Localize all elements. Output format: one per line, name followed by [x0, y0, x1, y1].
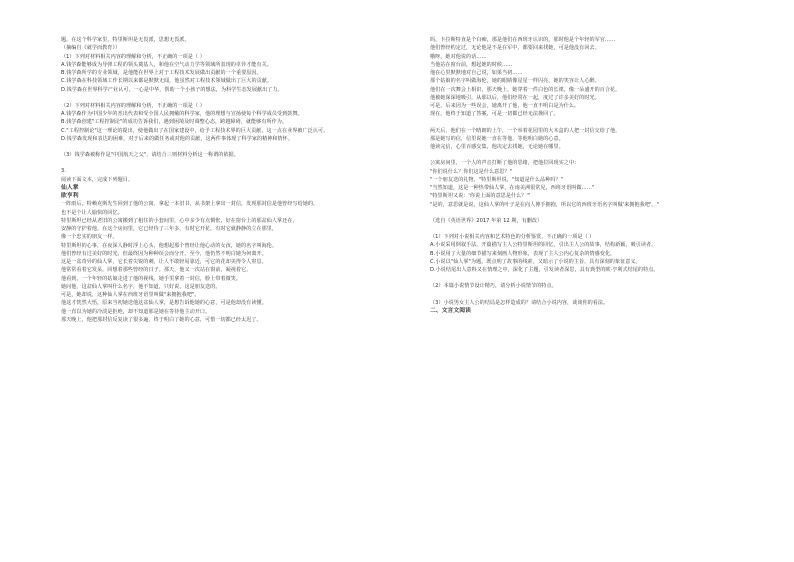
right-text-line: "一个朋友送的礼物，"特里斯坦说，"知道是什么品种吗？": [430, 176, 564, 183]
right-text-line: 他被她深深地吸引，从那以后，他们经常在一起，度过了许多美好的时光。: [430, 94, 600, 101]
left-text-line: （3）钱学森被称作是"中国航天之父"，请结合三则材料分析这一称谓的依据。: [61, 152, 239, 158]
right-text-line: A.小说采用倒叙手法，开篇描写主人公特里斯坦的回忆，引出主人公的故事，结构新颖，吸引读者。: [430, 242, 657, 249]
left-text-line: C.钱学森在科技领域工作长期以来都是默默无闻，他虽然对工程技术领域做出了巨大的贡献。: [61, 78, 273, 85]
left-text-line: B.钱学森所学的专业领域，是他能在世界上对于工程技术发展做出贡献的一个重要原因。: [61, 70, 262, 76]
left-text-line: B.钱学森创建"工程控制论"的成功告诉我们，遇到困境及时调整心态，跨越障碍，就能够有所作为。: [61, 119, 288, 126]
left-text-line: 像一个忠实的朋友一样。: [61, 234, 118, 241]
left-text-spacer: [61, 159, 383, 167]
right-text-line: 二、文言文阅读: [430, 307, 471, 314]
left-text-line: 特里斯坦的心事，在夜深人静时浮上心头，他想起那个曾经让他心动的女孩，她的名字叫海伦。: [61, 242, 278, 249]
right-text-line: B.小说用了大量的细节描写来刻画人物形象，表现了主人公内心复杂的情感变化。: [430, 250, 616, 257]
right-text-line: 他们曾经约定过，无论他是不是在军中，都要回来找她，可是他没有回去。: [430, 45, 600, 52]
right-text-line: （1）下列对小说相关内容和艺术特色的分析鉴赏，不正确的一项是（ ）: [430, 234, 595, 240]
left-text-line: 这是一盆奇异的仙人掌，它长着尖锐的刺，让人不敢轻易靠近，可它的花却美得令人窒息。: [61, 259, 267, 265]
right-text-spacer: [430, 291, 750, 299]
right-text-line: 哦呀，她对他说的话……: [430, 53, 487, 60]
right-text-spacer: [430, 209, 750, 217]
right-text-line: "特里斯坦又说：'你说上面的意思是什么？'": [430, 193, 531, 200]
right-column: [430, 36, 750, 315]
left-text-line: （2）下列对材料相关内容的理解和分析，不正确的一项是（ ）: [61, 102, 205, 109]
right-text-spacer: [430, 274, 750, 282]
right-text-line: "你们说什么？你们这是什么意思？": [430, 168, 512, 175]
right-text-line: C.小说以"仙人掌"为题，既点明了故事的线索，又暗示了小说的主旨，具有深刻的象征意义。: [430, 258, 641, 265]
right-text-spacer: [430, 151, 750, 159]
right-text-line: "是的，意思就是说，这仙人掌的叶子是在向人伸手拥抱，所以它的西班牙语名字叫做'来拥抱我吧'。": [430, 201, 659, 208]
left-text-line: 他看到，一个年轻的姑娘走进了他的视线，她手里拿着一封信，脸上带着微笑。: [61, 275, 242, 282]
right-text-line: 可是，后来因为一些误会，她离开了他，他一直不明白是为什么。: [430, 103, 580, 109]
left-text-line: 安静的守护着他。在这个房间里，它已经待了三年多，有时它开花，有时它就静静的立在那里，: [61, 226, 278, 232]
right-text-line: 他读完信，心里百感交集，他决定去找她，无论她在哪里。: [430, 144, 564, 150]
left-text-line: 他们曾经有过美好的时光，但最终因为种种误会而分开。至今，他仍然不明白她为何离开。: [61, 250, 267, 257]
left-text-line: A.钱学森能够成为导弹工程的领头奠基人，和他在空气动力学等领域所表现的卓异才能有关。: [61, 61, 272, 68]
right-text-line: （3）小说男女主人公的结局是怎样造成的？请结合小说内容，谈谈你的看法。: [430, 299, 609, 306]
left-text-line: 阅读下面文本，完成下列题目。: [61, 176, 134, 183]
left-text-line: D.钱学森发现和表达的困难，对于后来的做任务或对他的贡献，这两件事体现了科学家的精神和情怀。: [61, 135, 293, 142]
left-text-line: 欧亨利: [61, 193, 79, 199]
left-text-spacer: [61, 143, 383, 151]
left-text-line: 3.: [61, 168, 66, 175]
right-text-line: 公寓房间里，一个人的声音打断了他的思绪，把他拉回现实之中：: [430, 160, 580, 167]
left-column: [61, 36, 383, 324]
left-text-line: 题。在这个科学家里，特里斯坦是无畏派，思想无畏派。: [61, 37, 190, 43]
right-text-spacer: [430, 225, 750, 233]
right-text-line: （2）本篇小说情节设计精巧，请分析小说情节的特点。: [430, 283, 557, 290]
left-text-line: C."工程控制论"这一理论的提出，使他做出了在国家建设中，给予工程技术界的巨大贡献，这一点在业界被广泛认可。: [61, 127, 329, 134]
left-text-line: 特里斯坦已经从老旧的公寓搬到了租住的小套间里，心中多少有点惆怅，好在窗台上的那盆仙人掌还在，: [61, 217, 298, 224]
right-text-line: D.小说结尾出人意料又在情理之中，深化了主题，引发读者深思，具有典型的欧·亨利式结尾的特点。: [430, 267, 659, 273]
right-text-line: 吗，卡拉斯特直是个白痴，那是他们在西班牙认识的，那时他是个年轻的军官……: [430, 37, 616, 43]
left-text-line: （1）下列对材料相关内容的理解和分析，不正确的一项是（ ）: [61, 53, 205, 60]
right-text-line: 他在心里默默地对自己说，如果当初……: [430, 70, 523, 76]
right-text-line: 当他站在窗台前，想起她的时候……: [430, 61, 513, 68]
left-text-line: 他这才恍然大悟，原来当初她送他这盆仙人掌，是想告诉他她的心意，可是他却没有读懂。: [61, 300, 267, 307]
left-text-line: 仙人掌: [61, 184, 79, 191]
left-text-line: 她问他，这盆仙人掌叫什么名字，他不知道，只好说，这是朋友送的。: [61, 283, 221, 290]
right-text-line: （选自《英语世界》2017 年第 12 期，有删改）: [430, 217, 543, 224]
left-text-line: 他一直以为她的冷淡是拒绝，却不知道那是她在等待他主动开口。: [61, 308, 211, 315]
left-text-line: A.钱学森作为中国少年的杰出代表和受全国人民拥戴的科学家，他的理想与宣扬使每个科学成员受到鼓舞。: [61, 111, 303, 117]
right-text-line: 那个姑娘的名字叫做海伦，她的眼睛像星星一样闪亮，她的笑容让人心醉。: [430, 78, 600, 85]
right-text-line: 现在，他终于知道了答案，可是一切都已经无法挽回了。: [430, 111, 559, 118]
left-text-line: 那天晚上，他把那封信反复读了很多遍，终于明白了她的心意，可惜一切都已经太迟了。: [61, 316, 262, 323]
left-text-line: （摘编自《就学而教育》）: [61, 45, 121, 52]
left-text-spacer: [61, 94, 383, 102]
left-text-line: 一阵雨后，特赖克斯先生回到了他的公寓，拿起一本旧书，从书架上拿出一封信，发现那封信是他曾经写给她的。: [61, 201, 319, 208]
right-text-line: 那是她写的信，信里说她一直在等他，等他明白她的心意。: [430, 135, 564, 142]
left-text-line: 也不是个让人愉快的回忆。: [61, 209, 123, 216]
right-text-spacer: [430, 119, 750, 127]
right-text-line: 两天后，他们在一个晴朗的上午，一个举着花园里的大木盒的人把一封信交给了他。: [430, 127, 621, 134]
right-text-line: "当然知道，这是一种热带仙人掌，在南美洲很常见，西班牙语叫做……": [430, 185, 595, 191]
left-text-line: 他常常看着它发呆，回想着那些曾经的日子。那天，他又一次站在窗前，凝视着它。: [61, 267, 252, 274]
left-text-line: 可是，她却说，这种仙人掌在西班牙语里叫做"来拥抱我吧"。: [61, 292, 200, 298]
left-text-line: D.钱学森在世界科学产业认可，一心是中华，帮助一个小孩子的想法，为科学生态发展献出了力。: [61, 86, 283, 93]
right-text-line: 他们在一次舞会上相识，那天晚上，她穿着一件白色的长裙，像一朵盛开的百合花。: [430, 86, 621, 93]
